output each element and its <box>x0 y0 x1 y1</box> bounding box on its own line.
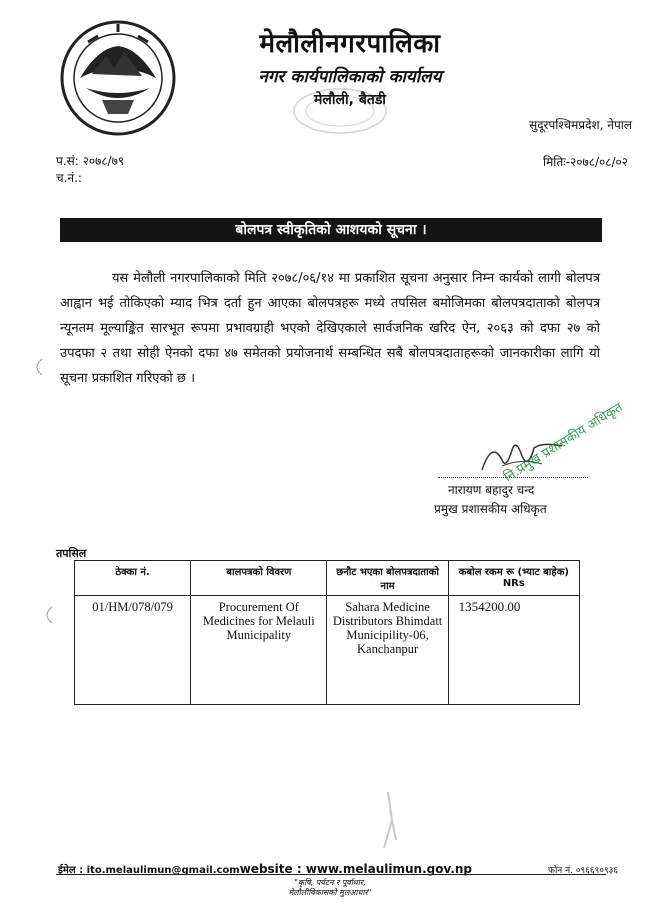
signatory-name: नारायण बहादुर चन्द <box>448 483 535 497</box>
table-row <box>75 596 580 705</box>
footer-slogan: "कृषि, पर्यटन र पूर्वाधार, मेलौलीविकासको मुलआधार" <box>288 878 372 897</box>
municipality-emblem <box>58 18 178 138</box>
col-contract-no: ठेक्का नं. <box>75 561 191 596</box>
municipality-name: मेलौलीनगरपालिका <box>259 29 441 59</box>
bid-table <box>74 560 580 705</box>
office-location: मेलौली, बैतडी <box>314 92 386 108</box>
punch-hole-icon <box>30 357 44 377</box>
ink-mark-icon <box>374 790 404 850</box>
footer-divider <box>56 874 606 875</box>
province-text: सुदूरपश्चिमप्रदेश, नेपाल <box>529 118 632 132</box>
footer-email: ईमेल : ito.melaulimun@gmail.com <box>58 865 240 876</box>
table-label: तपसिल <box>56 547 87 560</box>
footer-website: website : www.melaulimun.gov.np <box>239 862 473 876</box>
notice-date: मितिः-२०७८/०८/०२ <box>543 155 628 169</box>
signatory-title: प्रमुख प्रशासकीय अधिकृत <box>434 502 547 516</box>
selected-bidder: Sahara Medicine Distributors Bhimdatt Municipility-06, Kanchanpur <box>327 596 448 705</box>
reference-block <box>56 153 124 187</box>
table-header-row <box>75 561 580 596</box>
faint-stamp-icon <box>290 86 390 136</box>
body-paragraph: यस मेलौली नगरपालिकाको मिति २०७८/०६/१४ मा प्रकाशित सूचना अनुसार निम्न कार्यको लागी बोलपत्र आह्वान भई तोकिएको म्याद भित्र दर्ता हुन आएका बोलपत्रहरू मध्ये तपसिल बमोजिमका बोलपत्रदाताको बोलपत्र न्यूनतम मूल्याङ्कित सारभूत रूपमा प्रभावग्राही भएको देखिएकाले सार्वजनिक खरिद ऐन, २०६३ को दफा २७ को उपदफा २ तथा सोही ऐनको दफा ४७ समेतको प्रयोजनार्थ सम्बन्धित सबै बोलपत्रदाताहरूको जानकारीका लागि यो सूचना प्रकाशित गरिएको छ । <box>60 271 600 386</box>
procurement-description: Procurement Of Medicines for Melauli Municipality <box>191 596 327 705</box>
punch-hole-icon <box>40 605 54 625</box>
notice-body <box>60 266 600 391</box>
col-amount: कबोल रकम रू (भ्याट बाहेक) NRs <box>448 561 579 596</box>
footer-phone: फोन नं. ०९६६९०९३६ <box>548 866 618 876</box>
notice-title: बोलपत्र स्वीकृतिको आशयको सूचना । <box>60 218 602 242</box>
letter-number: प.सं: २०७८/७९ <box>56 154 125 168</box>
bid-amount: 1354200.00 <box>448 596 579 705</box>
col-description: बालपत्रको विवरण <box>191 561 327 596</box>
col-bidder: छनौट भएका बोलपत्रदाताको नाम <box>327 561 448 596</box>
official-seal: नि.प्रमुख प्रशासकीय अधिकृत <box>501 400 626 486</box>
dispatch-number: च.नं.: <box>56 171 82 185</box>
contract-number: 01/HM/078/079 <box>75 596 191 705</box>
office-name: नगर कार्यपालिकाको कार्यालय <box>258 67 442 87</box>
